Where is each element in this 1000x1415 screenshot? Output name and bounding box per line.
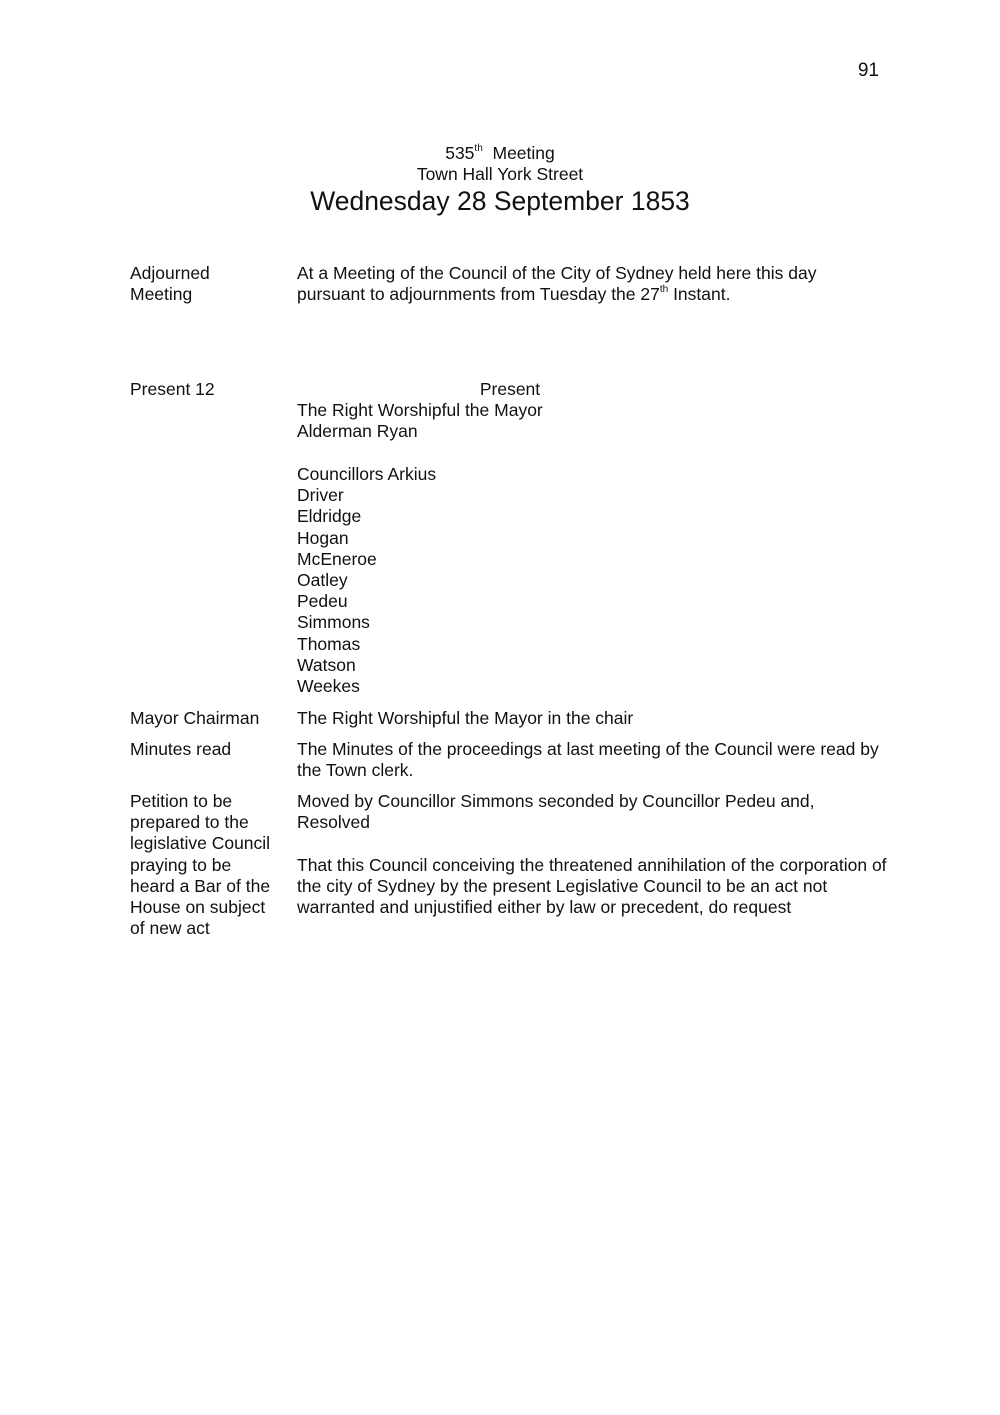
attendee-councillor: Oatley [297,570,348,591]
attendee-councillor: Hogan [297,527,349,548]
chairman-text: The Right Worshipful the Mayor in the chair [297,708,634,728]
page-number: 91 [857,60,879,81]
margin-note-line: of new act [130,918,210,939]
margin-note-line: Adjourned [130,263,210,283]
attendee-councillor: Simmons [297,612,370,633]
attendee-mayor: The Right Worshipful the Mayor [297,400,543,420]
margin-note-present: Present 12 [130,379,215,399]
adjourned-text-part2: Instant. [668,284,731,305]
resolution-text: That this Council conceiving the threatened annihilation of the corporation of the city of Sydney by the present Legislative Council to be an act not warranted and unjustified either by law or precedent, do request [297,855,887,918]
margin-note-line: Petition to be [130,791,233,811]
present-councillors-list [297,464,917,697]
adjourned-paragraph [297,263,857,305]
attendee-councillor: Weekes [297,676,360,697]
meeting-date-heading: Wednesday 28 September 1853 [310,186,690,216]
motion-text: Moved by Councillor Simmons seconded by Councillor Pedeu and, [297,791,815,811]
margin-note-minutes: Minutes read [130,739,232,759]
attendee-councillor: McEneroe [297,548,377,569]
adjourned-text-part1: At a Meeting of the Council of the City of Sydney held here this day pursuant to adjournments from Tuesday the 27 [297,263,817,305]
meeting-venue: Town Hall York Street [416,164,584,184]
attendee-councillor: Pedeu [297,591,348,612]
meeting-word: Meeting [492,143,555,163]
petition-motion-block [297,791,917,833]
present-heading: Present [479,379,541,399]
meeting-number-value: 535 [445,143,475,163]
attendee-councillor: Driver [297,485,344,506]
margin-note-adjourned [130,263,290,305]
margin-note-line: Meeting [130,284,193,305]
attendee-councillor: Eldridge [297,506,362,527]
present-officials-list [297,400,917,442]
margin-note-line: House on subject [130,897,266,918]
resolved-label: Resolved [297,812,370,833]
margin-note-line: praying to be [130,854,232,875]
attendee-councillor: Councillors Arkius [297,464,437,484]
meeting-number [0,143,1000,164]
margin-note-line: heard a Bar of the [130,875,271,896]
attendee-councillor: Watson [297,654,356,675]
attendee-alderman: Alderman Ryan [297,421,418,442]
margin-note-line: prepared to the [130,812,249,833]
attendee-councillor: Thomas [297,633,361,654]
minutes-text: The Minutes of the proceedings at last meeting of the Council were read by the Town clerk. [297,739,879,781]
margin-note-chairman: Mayor Chairman [130,708,260,728]
margin-note-line: legislative Council [130,833,271,854]
meeting-number-suffix: th [474,143,483,155]
margin-note-petition [130,791,290,939]
adjourned-text-suffix: th [659,284,669,296]
